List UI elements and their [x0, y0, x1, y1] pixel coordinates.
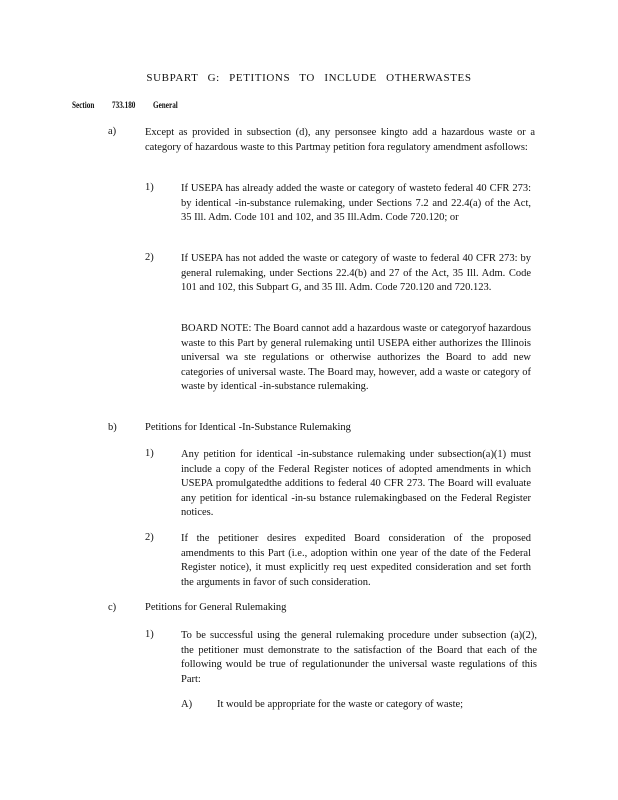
subsection-a-text: Except as provided in subsection (d), any personsee kingto add a hazardous waste or a category of hazardous waste to this Partmay petition fora regulatory amendment asfollows: [145, 127, 535, 153]
item-a2-text: If USEPA has not added the waste or category of waste to federal 40 CFR 273: by general rulemaking, under Sections 22.4(b) and 27 of the Act, 35 Ill. Adm. Code 101 and 102, this Subpart G, and 35 Ill. Adm. Code 720.120 and 720.123. [181, 253, 531, 293]
item-c1-text: To be successful using the general rulemaking procedure under subsection (a)(2), the petitioner must demonstrate to the satisfaction of the Board that each of the following would be true of regulationunder the universal waste regulations of this Part: [181, 630, 537, 685]
section-prefix: Section [72, 100, 95, 110]
subsection-c-heading: Petitions for General Rulemaking [145, 602, 287, 613]
subsection-b-heading: Petitions for Identical -In-Substance Rulemaking [145, 422, 351, 433]
section-name: General [153, 100, 178, 110]
item-b2-label: 2) [145, 532, 154, 543]
section-number: 733.180 [112, 100, 136, 110]
section-heading [72, 100, 178, 110]
subsection-b-label: b) [108, 422, 117, 433]
item-b2-text: If the petitioner desires expedited Board consideration of the proposed amendments to this Part (i.e., adoption within one year of the date of the Federal Register notice), it must explicitly req uest expedited consideration and set forth the arguments in favor of such consideration. [181, 533, 531, 588]
subsection-c-label: c) [108, 602, 117, 613]
item-c1A-text: It would be appropriate for the waste or category of waste; [217, 699, 464, 710]
item-a2-label: 2) [145, 252, 154, 263]
item-b1-text: Any petition for identical -in-substance rulemaking under subsection(a)(1) must include a copy of the Federal Register notices of adopted amendments in which USEPA promulgatedthe additions to federal 40 CFR 273. The Board will evaluate any petition for identical -in-su bstance rulemakingbased on the Federal Register notices. [181, 449, 531, 518]
item-c1A-label: A) [181, 699, 193, 710]
item-c1-label: 1) [145, 629, 154, 640]
subpart-title: SUBPART G: PETITIONS TO INCLUDE OTHERWASTES [146, 72, 472, 84]
board-note: BOARD NOTE: The Board cannot add a hazardous waste or categoryof hazardous waste to this Part by general rulemaking until USEPA either authorizes the Illinois universal wa ste regulations or otherwise authorizes the Board to add new categories of universal waste. The Board may, however, add a waste or category of waste by identical -in-substance rulemaking. [181, 323, 531, 392]
item-b1-label: 1) [145, 448, 154, 459]
item-a1-text: If USEPA has already added the waste or category of wasteto federal 40 CFR 273: by identical -in-substance rulemaking, under Sections 7.2 and 22.4(a) of the Act, 35 Ill. Adm. Code 101 and 102, and 35 Ill.Adm. Code 720.120; or [181, 183, 531, 223]
item-a1-label: 1) [145, 182, 154, 193]
subsection-a-label: a) [108, 126, 117, 137]
